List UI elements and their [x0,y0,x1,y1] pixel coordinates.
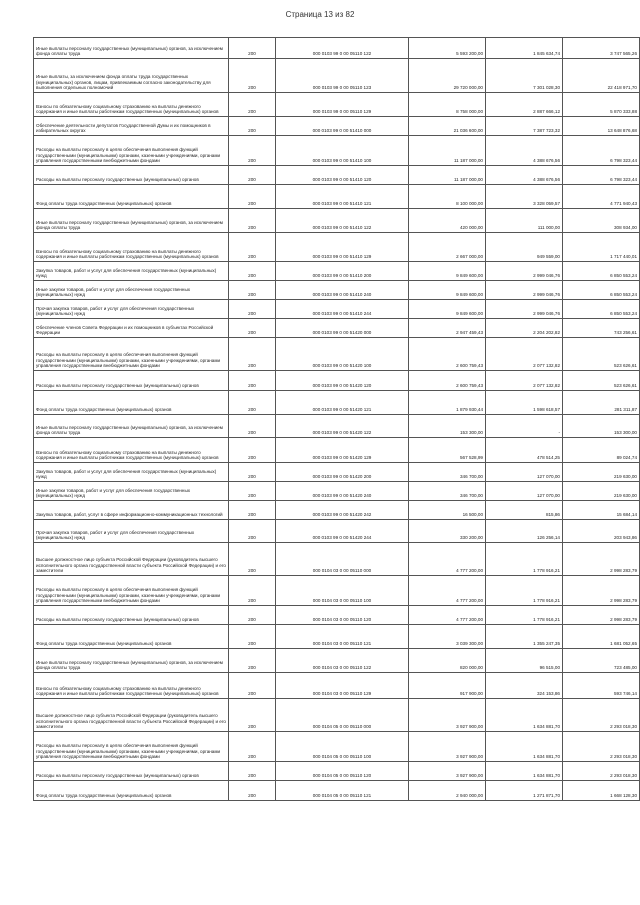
row-executed-amount-cell: 7 387 723,32 [486,117,563,136]
row-code-cell: 200 [229,482,276,501]
row-name-cell: Расходы на выплаты персоналу государственных (муниципальных) органов [34,606,229,625]
row-classification-code-cell: 000 0104 03 0 00 05110 129 [276,673,409,699]
table-row [34,38,640,59]
row-approved-amount-cell: 29 720 000,00 [409,59,486,93]
table-row [34,576,640,606]
row-unexecuted-amount-cell: 219 630,00 [563,463,640,482]
row-unexecuted-amount-cell: 13 648 876,68 [563,117,640,136]
row-name-cell: Фонд оплаты труда государственных (муниципальных) органов [34,185,229,209]
row-executed-amount-cell: 1 778 916,21 [486,606,563,625]
row-unexecuted-amount-cell: 6 850 553,24 [563,262,640,281]
row-classification-code-cell: 000 0104 03 0 00 05110 120 [276,606,409,625]
table-row [34,209,640,233]
row-code-cell: 200 [229,38,276,59]
row-name-cell: Расходы на выплаты персоналу государственных (муниципальных) органов [34,371,229,391]
row-approved-amount-cell: 2 600 759,43 [409,338,486,371]
row-executed-amount-cell: 127 070,00 [486,482,563,501]
row-code-cell: 200 [229,93,276,117]
table-row [34,93,640,117]
row-approved-amount-cell: 3 927 900,00 [409,762,486,781]
row-unexecuted-amount-cell: 308 934,00 [563,209,640,233]
row-executed-amount-cell: 1 634 881,70 [486,699,563,732]
row-code-cell: 200 [229,415,276,438]
row-classification-code-cell: 000 0103 99 0 00 51420 120 [276,371,409,391]
row-unexecuted-amount-cell: 89 024,74 [563,438,640,463]
table-row [34,300,640,319]
row-approved-amount-cell: 9 849 600,00 [409,300,486,319]
row-approved-amount-cell: 8 758 000,00 [409,93,486,117]
row-unexecuted-amount-cell: 203 943,86 [563,520,640,543]
row-classification-code-cell: 000 0104 03 0 00 05110 100 [276,576,409,606]
row-code-cell: 200 [229,576,276,606]
row-classification-code-cell: 000 0103 99 0 00 51420 244 [276,520,409,543]
row-name-cell: Иные выплаты персоналу государственных (муниципальных) органов, за исключением фонда оплаты труда [34,649,229,673]
row-code-cell: 200 [229,606,276,625]
row-approved-amount-cell: 9 849 600,00 [409,281,486,300]
row-classification-code-cell: 000 0104 05 0 00 05110 000 [276,699,409,732]
row-code-cell: 200 [229,59,276,93]
table-row [34,781,640,801]
row-name-cell: Прочая закупка товаров, работ и услуг для обеспечения государственных (муниципальных) нужд [34,300,229,319]
row-executed-amount-cell: 127 070,00 [486,463,563,482]
row-name-cell: Расходы на выплаты персоналу в целях обеспечения выполнения функций государственными (муниципальными) органами, казенными учреждениями, органами управления государственными внебюджетными фондами [34,136,229,166]
row-classification-code-cell: 000 0104 03 0 00 05110 000 [276,543,409,576]
table-row [34,762,640,781]
table-row [34,338,640,371]
row-unexecuted-amount-cell: 743 256,61 [563,319,640,338]
budget-execution-table [33,37,640,801]
table-row [34,233,640,262]
row-unexecuted-amount-cell: 6 850 553,24 [563,300,640,319]
row-unexecuted-amount-cell: 1 717 440,01 [563,233,640,262]
row-unexecuted-amount-cell: 523 626,61 [563,338,640,371]
row-unexecuted-amount-cell: 4 771 940,43 [563,185,640,209]
row-unexecuted-amount-cell: 2 998 283,79 [563,576,640,606]
table-row [34,482,640,501]
row-code-cell: 200 [229,732,276,762]
row-unexecuted-amount-cell: 2 998 283,79 [563,543,640,576]
row-approved-amount-cell: 2 667 000,00 [409,233,486,262]
row-classification-code-cell: 000 0103 99 0 00 51410 121 [276,185,409,209]
row-classification-code-cell: 000 0103 99 0 00 51420 240 [276,482,409,501]
row-approved-amount-cell: 420 000,00 [409,209,486,233]
row-approved-amount-cell: 9 849 600,00 [409,262,486,281]
row-approved-amount-cell: 330 200,00 [409,520,486,543]
row-approved-amount-cell: 567 528,99 [409,438,486,463]
row-classification-code-cell: 000 0103 99 0 00 51410 100 [276,136,409,166]
row-unexecuted-amount-cell: 2 293 018,30 [563,762,640,781]
table-body [34,38,640,801]
row-name-cell: Высшее должностное лицо субъекта Российской Федерации (руководитель высшего исполнительного органа государственной власти субъекта Российской Федерации) и его заместители [34,543,229,576]
row-name-cell: Расходы на выплаты персоналу в целях обеспечения выполнения функций государственными (муниципальными) органами, казенными учреждениями, органами управления государственными внебюджетными фондами [34,732,229,762]
row-approved-amount-cell: 11 187 000,00 [409,136,486,166]
table-row [34,501,640,520]
page-number-label: Страница 13 из 82 [285,10,355,19]
row-executed-amount-cell: 2 204 202,82 [486,319,563,338]
row-approved-amount-cell: 5 593 200,00 [409,38,486,59]
row-approved-amount-cell: 917 900,00 [409,673,486,699]
row-executed-amount-cell: 478 514,25 [486,438,563,463]
row-classification-code-cell: 000 0103 99 0 00 51420 200 [276,463,409,482]
row-classification-code-cell: 000 0103 99 0 00 51420 129 [276,438,409,463]
row-executed-amount-cell: 96 515,00 [486,649,563,673]
row-code-cell: 200 [229,166,276,185]
row-unexecuted-amount-cell: 6 798 323,44 [563,136,640,166]
row-classification-code-cell: 000 0104 05 0 00 05110 121 [276,781,409,801]
row-name-cell: Фонд оплаты труда государственных (муниципальных) органов [34,625,229,649]
row-executed-amount-cell: 324 153,86 [486,673,563,699]
row-code-cell: 200 [229,543,276,576]
row-classification-code-cell: 000 0103 99 0 00 51410 122 [276,209,409,233]
row-approved-amount-cell: 820 000,00 [409,649,486,673]
row-code-cell: 200 [229,233,276,262]
row-unexecuted-amount-cell: 2 293 018,30 [563,732,640,762]
table-row [34,415,640,438]
row-code-cell: 200 [229,371,276,391]
row-name-cell: Закупка товаров, работ и услуг для обеспечения государственных (муниципальных) нужд [34,262,229,281]
row-unexecuted-amount-cell: 6 850 553,24 [563,281,640,300]
table-row [34,136,640,166]
row-executed-amount-cell: 1 271 871,70 [486,781,563,801]
row-approved-amount-cell: 1 879 930,44 [409,391,486,415]
table-row [34,699,640,732]
row-name-cell: Иные выплаты, за исключением фонда оплаты труда государственных (муниципальных) органов, лицам, привлекаемым согласно законодательству для выполнения отдельных полномочий [34,59,229,93]
row-executed-amount-cell: 1 845 634,74 [486,38,563,59]
row-name-cell: Высшее должностное лицо субъекта Российской Федерации (руководитель высшего исполнительного органа государственной власти субъекта Российской Федерации) и его заместители [34,699,229,732]
row-code-cell: 200 [229,520,276,543]
table-row [34,649,640,673]
row-unexecuted-amount-cell: 219 630,00 [563,482,640,501]
row-executed-amount-cell: 4 388 676,56 [486,166,563,185]
row-unexecuted-amount-cell: 2 293 018,30 [563,699,640,732]
row-name-cell: Иные выплаты персоналу государственных (муниципальных) органов, за исключением фонда оплаты труда [34,415,229,438]
row-unexecuted-amount-cell: 22 418 971,70 [563,59,640,93]
row-executed-amount-cell: 815,86 [486,501,563,520]
table-row [34,262,640,281]
table-row [34,606,640,625]
row-code-cell: 200 [229,136,276,166]
row-executed-amount-cell: 2 077 132,82 [486,338,563,371]
row-executed-amount-cell: 2 999 046,76 [486,281,563,300]
row-code-cell: 200 [229,209,276,233]
row-name-cell: Взносы по обязательному социальному страхованию на выплаты денежного содержания и иные выплаты работникам государственных (муниципальных) органов [34,673,229,699]
row-classification-code-cell: 000 0104 05 0 00 05110 100 [276,732,409,762]
row-executed-amount-cell: 2 999 046,76 [486,262,563,281]
row-executed-amount-cell: 3 328 059,57 [486,185,563,209]
row-executed-amount-cell: 1 634 881,70 [486,732,563,762]
table-row [34,625,640,649]
row-name-cell: Взносы по обязательному социальному страхованию на выплаты денежного содержания и иные выплаты работникам государственных (муниципальных) органов [34,438,229,463]
table-row [34,185,640,209]
row-approved-amount-cell: 346 700,00 [409,482,486,501]
table-row [34,438,640,463]
row-unexecuted-amount-cell: 723 485,00 [563,649,640,673]
table-row [34,732,640,762]
row-code-cell: 200 [229,673,276,699]
row-approved-amount-cell: 4 777 200,00 [409,543,486,576]
row-unexecuted-amount-cell: 5 870 333,88 [563,93,640,117]
row-executed-amount-cell: 1 598 618,57 [486,391,563,415]
table-row [34,166,640,185]
row-classification-code-cell: 000 0103 99 0 00 05110 122 [276,38,409,59]
row-classification-code-cell: 000 0103 99 0 00 51410 000 [276,117,409,136]
row-name-cell: Закупка товаров, работ, услуг в сфере информационно-коммуникационных технологий [34,501,229,520]
row-code-cell: 200 [229,185,276,209]
table-row [34,391,640,415]
row-name-cell: Расходы на выплаты персоналу в целях обеспечения выполнения функций государственными (муниципальными) органами, казенными учреждениями, органами управления государственными внебюджетными фондами [34,338,229,371]
row-approved-amount-cell: 153 300,00 [409,415,486,438]
row-name-cell: Иные выплаты персоналу государственных (муниципальных) органов, за исключением фонда оплаты труда [34,38,229,59]
row-unexecuted-amount-cell: 523 626,61 [563,371,640,391]
row-classification-code-cell: 000 0103 99 0 00 51410 244 [276,300,409,319]
table-row [34,673,640,699]
row-unexecuted-amount-cell: 593 746,14 [563,673,640,699]
row-approved-amount-cell: 4 777 200,00 [409,576,486,606]
row-executed-amount-cell: 1 634 881,70 [486,762,563,781]
row-executed-amount-cell: - [486,415,563,438]
row-name-cell: Расходы на выплаты персоналу в целях обеспечения выполнения функций государственными (муниципальными) органами, казенными учреждениями, органами управления государственными внебюджетными фондами [34,576,229,606]
row-code-cell: 200 [229,262,276,281]
row-code-cell: 200 [229,391,276,415]
row-code-cell: 200 [229,762,276,781]
row-code-cell: 200 [229,699,276,732]
row-classification-code-cell: 000 0104 05 0 00 05110 120 [276,762,409,781]
row-approved-amount-cell: 21 036 600,00 [409,117,486,136]
row-name-cell: Иные закупки товаров, работ и услуг для обеспечения государственных (муниципальных) нужд [34,482,229,501]
row-executed-amount-cell: 7 301 028,30 [486,59,563,93]
row-name-cell: Обеспечение деятельности депутатов Государственной Думы и их помощников в избирательных округах [34,117,229,136]
row-unexecuted-amount-cell: 6 798 323,44 [563,166,640,185]
row-approved-amount-cell: 3 927 900,00 [409,699,486,732]
row-approved-amount-cell: 2 947 459,43 [409,319,486,338]
row-executed-amount-cell: 126 256,14 [486,520,563,543]
table-row [34,281,640,300]
row-classification-code-cell: 000 0103 99 0 00 51420 000 [276,319,409,338]
row-classification-code-cell: 000 0103 99 0 00 05110 123 [276,59,409,93]
row-executed-amount-cell: 1 778 916,21 [486,576,563,606]
table-row [34,520,640,543]
row-name-cell: Иные закупки товаров, работ и услуг для обеспечения государственных (муниципальных) нужд [34,281,229,300]
row-code-cell: 200 [229,300,276,319]
row-name-cell: Взносы по обязательному социальному страхованию на выплаты денежного содержания и иные выплаты работникам государственных (муниципальных) органов [34,93,229,117]
table-row [34,117,640,136]
row-code-cell: 200 [229,649,276,673]
row-executed-amount-cell: 1 355 247,35 [486,625,563,649]
row-classification-code-cell: 000 0103 99 0 00 51410 129 [276,233,409,262]
row-code-cell: 200 [229,781,276,801]
row-executed-amount-cell: 1 778 916,21 [486,543,563,576]
row-unexecuted-amount-cell: 2 998 283,79 [563,606,640,625]
row-unexecuted-amount-cell: 3 747 565,26 [563,38,640,59]
row-classification-code-cell: 000 0103 99 0 00 51410 200 [276,262,409,281]
row-name-cell: Фонд оплаты труда государственных (муниципальных) органов [34,391,229,415]
row-approved-amount-cell: 2 940 000,00 [409,781,486,801]
row-classification-code-cell: 000 0103 99 0 00 51420 121 [276,391,409,415]
row-code-cell: 200 [229,319,276,338]
row-unexecuted-amount-cell: 153 300,00 [563,415,640,438]
row-executed-amount-cell: 111 000,00 [486,209,563,233]
row-executed-amount-cell: 4 388 676,56 [486,136,563,166]
row-executed-amount-cell: 2 887 666,12 [486,93,563,117]
table-row [34,463,640,482]
row-unexecuted-amount-cell: 1 668 128,30 [563,781,640,801]
row-code-cell: 200 [229,281,276,300]
row-executed-amount-cell: 2 077 132,82 [486,371,563,391]
row-code-cell: 200 [229,338,276,371]
row-approved-amount-cell: 3 927 900,00 [409,732,486,762]
row-code-cell: 200 [229,463,276,482]
row-classification-code-cell: 000 0103 99 0 00 05110 129 [276,93,409,117]
row-name-cell: Обеспечение членов Совета Федерации и их помощников в субъектах Российской Федерации [34,319,229,338]
row-name-cell: Фонд оплаты труда государственных (муниципальных) органов [34,781,229,801]
row-name-cell: Расходы на выплаты персоналу государственных (муниципальных) органов [34,166,229,185]
row-name-cell: Закупка товаров, работ и услуг для обеспечения государственных (муниципальных) нужд [34,463,229,482]
row-classification-code-cell: 000 0103 99 0 00 51410 120 [276,166,409,185]
row-unexecuted-amount-cell: 281 311,87 [563,391,640,415]
row-code-cell: 200 [229,438,276,463]
row-approved-amount-cell: 4 777 200,00 [409,606,486,625]
row-classification-code-cell: 000 0104 03 0 00 05110 122 [276,649,409,673]
row-name-cell: Расходы на выплаты персоналу государственных (муниципальных) органов [34,762,229,781]
row-approved-amount-cell: 11 187 000,00 [409,166,486,185]
row-unexecuted-amount-cell: 15 684,14 [563,501,640,520]
row-code-cell: 200 [229,117,276,136]
row-approved-amount-cell: 8 100 000,00 [409,185,486,209]
row-code-cell: 200 [229,501,276,520]
row-approved-amount-cell: 2 600 759,43 [409,371,486,391]
row-name-cell: Взносы по обязательному социальному страхованию на выплаты денежного содержания и иные выплаты работникам государственных (муниципальных) органов [34,233,229,262]
row-classification-code-cell: 000 0103 99 0 00 51420 122 [276,415,409,438]
row-name-cell: Иные выплаты персоналу государственных (муниципальных) органов, за исключением фонда оплаты труда [34,209,229,233]
row-unexecuted-amount-cell: 1 681 052,65 [563,625,640,649]
row-name-cell: Прочая закупка товаров, работ и услуг для обеспечения государственных (муниципальных) нужд [34,520,229,543]
row-approved-amount-cell: 346 700,00 [409,463,486,482]
table-row [34,371,640,391]
row-executed-amount-cell: 2 999 046,76 [486,300,563,319]
row-classification-code-cell: 000 0103 99 0 00 51420 242 [276,501,409,520]
row-approved-amount-cell: 3 039 300,00 [409,625,486,649]
table-row [34,59,640,93]
row-classification-code-cell: 000 0103 99 0 00 51420 100 [276,338,409,371]
table-row [34,543,640,576]
row-approved-amount-cell: 16 500,00 [409,501,486,520]
row-classification-code-cell: 000 0103 99 0 00 51410 240 [276,281,409,300]
table-row [34,319,640,338]
row-classification-code-cell: 000 0104 03 0 00 05110 121 [276,625,409,649]
row-executed-amount-cell: 949 559,00 [486,233,563,262]
row-code-cell: 200 [229,625,276,649]
